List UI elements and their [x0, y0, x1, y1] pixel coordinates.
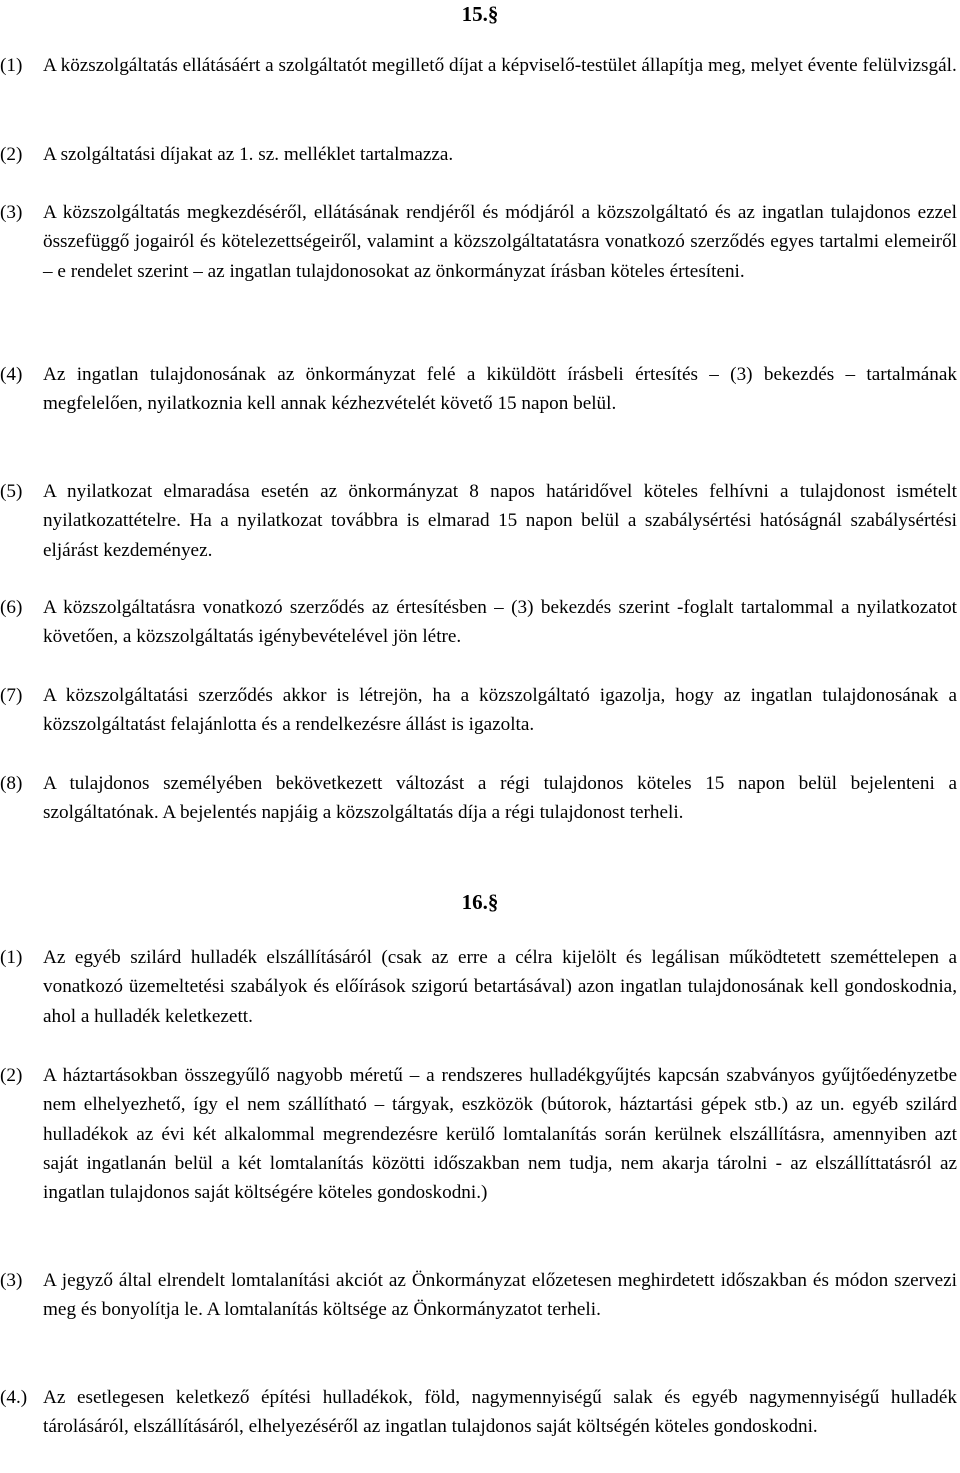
paragraph-number: (6) — [0, 597, 23, 618]
paragraph-number: (2) — [0, 144, 23, 165]
paragraph-text: Az ingatlan tulajdonosának az önkormányzat felé a kiküldött írásbeli értesítés – (3) bekezdés – tartalmának megfelelően, nyilatkoznia kell annak kézhezvételét követő 15 napon belül. — [43, 364, 957, 415]
paragraph-15-5 — [0, 477, 957, 565]
paragraph-number: (3) — [0, 1270, 23, 1291]
paragraph-text: A jegyző által elrendelt lomtalanítási akciót az Önkormányzat előzetesen meghirdetett időszakban és módon szervezi meg és bonyolítja le. A lomtalanítás költsége az Önkormányzatot terheli. — [43, 1270, 957, 1321]
paragraph-text: A szolgáltatási díjakat az 1. sz. melléklet tartalmazza. — [43, 144, 454, 165]
paragraph-number: (7) — [0, 685, 23, 706]
paragraph-text: A közszolgáltatási szerződés akkor is létrejön, ha a közszolgáltató igazolja, hogy az ingatlan tulajdonosának a közszolgáltatást felajánlotta és a rendelkezésre állást is igazolta. — [43, 685, 957, 736]
paragraph-text: A nyilatkozat elmaradása esetén az önkormányzat 8 napos határidővel köteles felhívni a tulajdonost ismételt nyilatkozattételre. Ha a nyilatkozat továbbra is elmarad 15 napon belül a szabálysértési hatóságnál szabálysértési eljárást kezdeményez. — [43, 481, 957, 561]
paragraph-text: A tulajdonos személyében bekövetkezett változást a régi tulajdonos köteles 15 napon belül bejelenteni a szolgáltatónak. A bejelentés napjáig a közszolgáltatás díja a régi tulajdonost terheli. — [43, 773, 957, 824]
paragraph-text: A közszolgáltatás ellátásáért a szolgáltatót megillető díjat a képviselő-testület állapítja meg, melyet évente felülvizsgál. — [43, 55, 957, 76]
paragraph-16-4 — [0, 1383, 957, 1442]
paragraph-text: A közszolgáltatás megkezdéséről, ellátásának rendjéről és módjáról a közszolgáltató és az ingatlan tulajdonos ezzel összefüggő jogairól és kötelezettségeiről, valamint a közszolgáltatatásra vonatkozó szerződés egyes tartalmi elemeiről – e rendelet szerint – az ingatlan tulajdonosokat az önkormányzat írásban köteles értesíteni. — [43, 202, 957, 282]
paragraph-number: (1) — [0, 55, 23, 76]
paragraph-text: Az egyéb szilárd hulladék elszállításáról (csak az erre a célra kijelölt és legálisan működtetett szeméttelepen a vonatkozó üzemeltetési szabályok és előírások szigorú betartásával) azon ingatlan tulajdonosának kell gondoskodnia, ahol a hulladék keletkezett. — [43, 947, 957, 1027]
paragraph-number: (8) — [0, 773, 23, 794]
paragraph-number: (1) — [0, 947, 23, 968]
paragraph-text: A közszolgáltatásra vonatkozó szerződés az értesítésben – (3) bekezdés szerint -foglalt tartalommal a nyilatkozatot követően, a közszolgáltatás igénybevételével jön létre. — [43, 597, 957, 648]
paragraph-number: (5) — [0, 481, 23, 502]
paragraph-16-2 — [0, 1061, 957, 1207]
paragraph-text: Az esetlegesen keletkező építési hulladékok, föld, nagymennyiségű salak és egyéb nagymennyiségű hulladék tárolásáról, elszállításáról, elhelyezéséről az ingatlan tulajdonos saját költségén köteles gondoskodni. — [43, 1387, 957, 1438]
paragraph-15-6 — [0, 593, 957, 652]
paragraph-15-1 — [0, 51, 957, 80]
paragraph-text: A háztartásokban összegyűlő nagyobb méretű – a rendszeres hulladékgyűjtés kapcsán szabványos gyűjtőedényzetbe nem elhelyezhető, így el nem szállítható – tárgyak, eszközök (bútorok, háztartási gépek stb.) az un. egyéb szilárd hulladékok az évi két alkalommal megrendezésre kerülő lomtalanítás során kerülnek elszállításra, amennyiben azt saját ingatlanán belül a két lomtalanítás közötti időszakban nem tudja, nem akarja tárolni - az elszállíttatásról az ingatlan tulajdonos saját költségére köteles gondoskodni.) — [43, 1065, 957, 1204]
paragraph-15-3 — [0, 198, 957, 286]
paragraph-number: (2) — [0, 1065, 23, 1086]
section-heading-16: 16.§ — [461, 890, 499, 914]
paragraph-number: (4.) — [0, 1387, 28, 1408]
paragraph-16-1 — [0, 943, 957, 1031]
paragraph-number: (4) — [0, 364, 23, 385]
paragraph-15-7 — [0, 681, 957, 740]
paragraph-number: (3) — [0, 202, 23, 223]
paragraph-15-4 — [0, 360, 957, 419]
section-heading-15: 15.§ — [461, 2, 499, 26]
paragraph-16-3 — [0, 1266, 957, 1325]
paragraph-15-2 — [0, 140, 957, 169]
paragraph-15-8 — [0, 769, 957, 828]
